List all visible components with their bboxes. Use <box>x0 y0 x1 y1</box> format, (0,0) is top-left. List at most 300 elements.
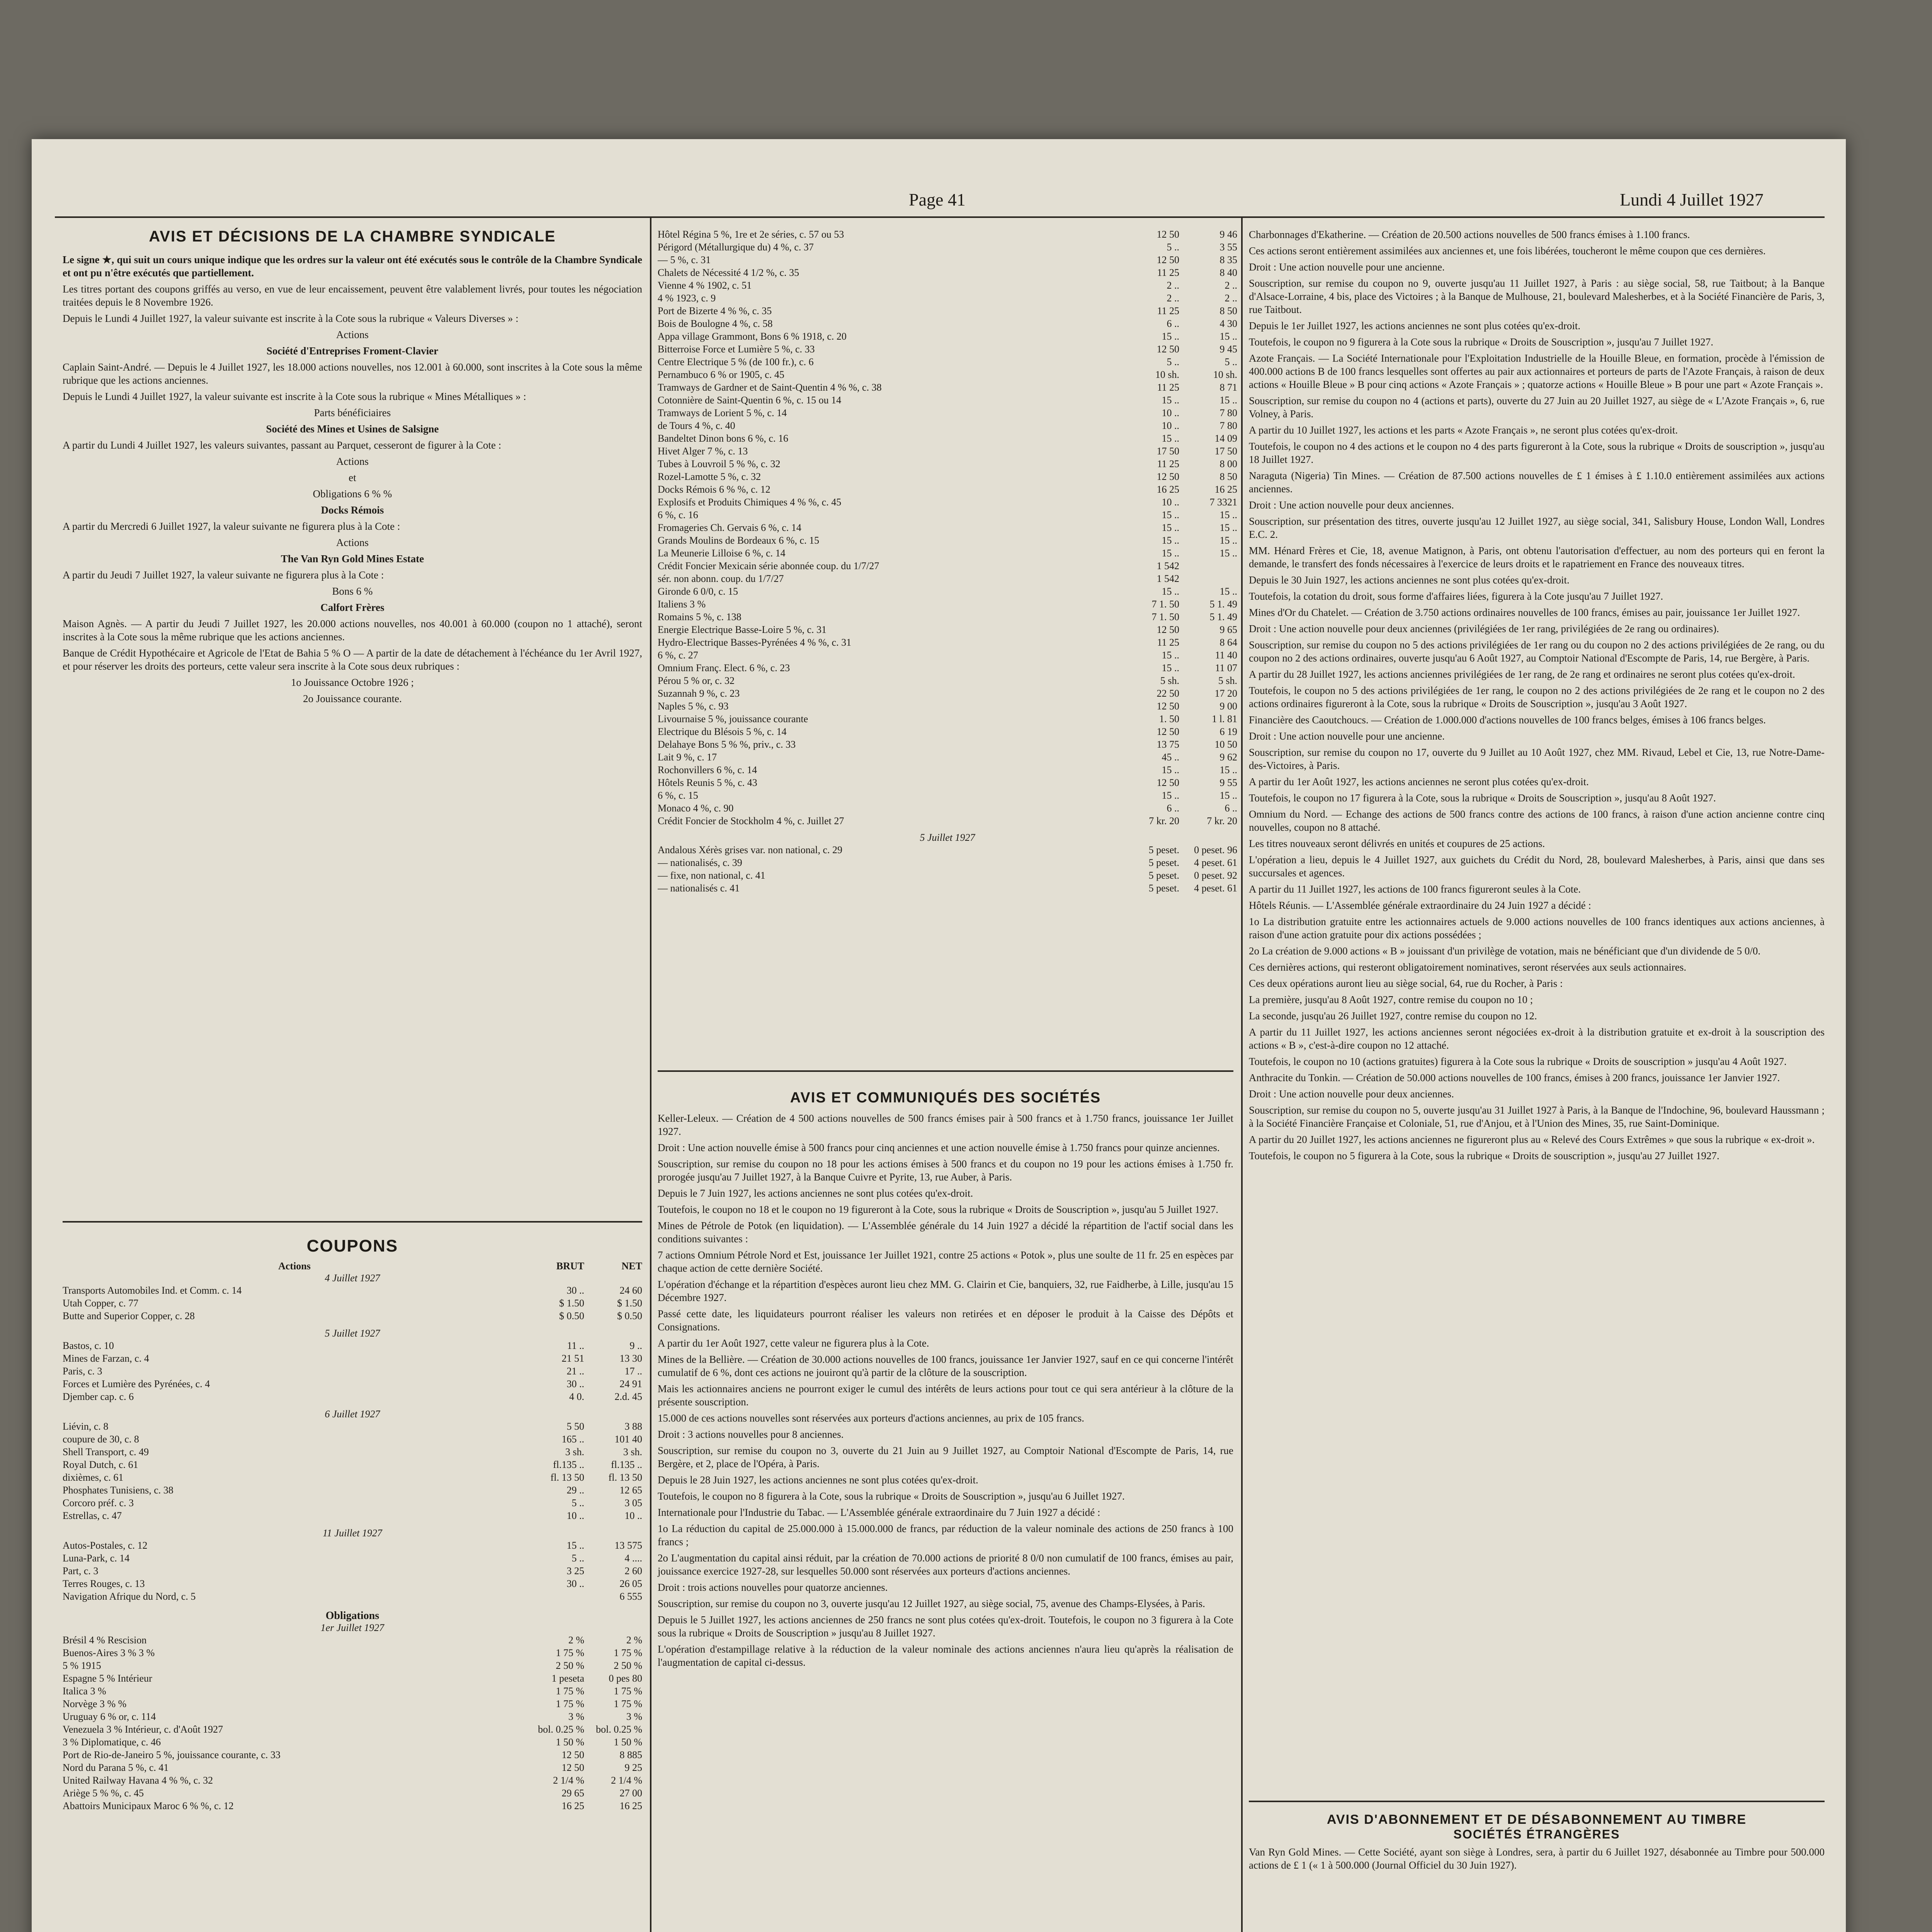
row-value: 15 .. <box>1219 790 1237 801</box>
row-label: Hôtels Reunis 5 %, c. 43 <box>658 777 757 788</box>
paragraph: Toutefois, le coupon no 17 figurera à la Cote, sous la rubrique « Droits de Souscription », jusqu'au 8 Août 1927. <box>1249 792 1716 804</box>
paragraph: Maison Agnès. — A partir du Jeudi 7 Juillet 1927, les 20.000 actions nouvelles, nos 40.001 à 60.000 (coupon no 1 attaché), seront inscrites à la Cote sous la même rubrique que les actions anciennes. <box>63 618 642 643</box>
paragraph: A partir du 20 Juillet 1927, les actions anciennes ne figureront plus au « Relevé des Cours Extrêmes » que sous la rubrique « ex-droit ». <box>1249 1134 1815 1145</box>
row-label: Butte and Superior Copper, c. 28 <box>63 1310 195 1321</box>
paragraph: Droit : Une action nouvelle pour une ancienne. <box>1249 730 1445 742</box>
paragraph: La première, jusqu'au 8 Août 1927, contre remise du coupon no 10 ; <box>1249 994 1533 1005</box>
row-value: 1. 50 <box>1159 713 1179 724</box>
paragraph: Souscription, sur remise du coupon no 17, ouverte du 9 Juillet au 10 Août 1927, chez MM. Rivaud, Lebel et Cie, 13, rue Notre-Dame-des-Victoires, à Paris. <box>1249 747 1825 771</box>
row-value: 1 l. 81 <box>1212 713 1237 724</box>
row-value: 5 sh. <box>1160 675 1179 686</box>
row-label: 4 % 1923, c. 9 <box>658 293 716 304</box>
row-value: 16 25 <box>619 1800 642 1811</box>
row-value: 15 .. <box>1162 586 1179 597</box>
sub-label: et <box>349 472 356 483</box>
paragraph: Caplain Saint-André. — Depuis le 4 Juillet 1927, les 18.000 actions nouvelles, nos 12.001 à 60.000, sont inscrites à la Cote sous la même rubrique que les actions anciennes. <box>63 361 642 386</box>
paragraph: Souscription, sur remise du coupon no 9, ouverte jusqu'au 11 Juillet 1927, à Paris : au siège social, 58, rue Taitbout; à la Banque d'Alsace-Lorraine, 4 bis, place des Victoires ; à la Banque de Mulhouse, 21, boulevard Malesherbes, et à la Société Financière de Paris, 3, rue Taitbout. <box>1249 277 1825 315</box>
sub-label: Actions <box>336 537 369 548</box>
row-value: 12 50 <box>1156 254 1179 265</box>
row-value: 1 75 % <box>614 1647 642 1658</box>
table-row <box>658 815 1237 827</box>
row-value: 11 25 <box>1157 637 1179 648</box>
paragraph: L'opération d'estampillage relative à la réduction de la valeur nominale des actions anciennes n'aura lieu qu'après la réalisation de l'augmentation de capital ci-dessus. <box>658 1643 1233 1668</box>
row-value: 16 25 <box>1214 484 1237 495</box>
col-header: BRUT <box>556 1260 584 1272</box>
paragraph: A partir du 11 Juillet 1927, les actions anciennes seront négociées ex-droit à la distribution gratuite et ex-droit à la souscription des actions « B », c'est-à-dire coupon no 12 attaché. <box>1249 1026 1825 1051</box>
paragraph: MM. Hénard Frères et Cie, 18, avenue Matignon, à Paris, ont obtenu l'autorisation d'effectuer, au nom des porteurs qui en feront la demande, le transfert des fonds nécessaires à l'exercice de leurs droits et le rapatriement en France des nouveaux titres. <box>1249 545 1825 570</box>
section-title: AVIS D'ABONNEMENT ET DE DÉSABONNEMENT AU TIMBRE <box>1327 1812 1747 1827</box>
row-value <box>1179 560 1237 572</box>
row-value: 3 05 <box>624 1497 642 1509</box>
row-value: 3 88 <box>624 1421 642 1432</box>
row-label: Djember cap. c. 6 <box>63 1391 134 1402</box>
row-value: 15 .. <box>1219 509 1237 520</box>
paragraph: Financière des Caoutchoucs. — Création de 1.000.000 d'actions nouvelles de 100 francs belges, émises à 106 francs belges. <box>1249 714 1766 726</box>
row-label: 6 %, c. 16 <box>658 509 698 520</box>
row-label: Mines de Farzan, c. 4 <box>63 1353 149 1364</box>
row-label: Energie Electrique Basse-Loire 5 %, c. 31 <box>658 624 827 635</box>
row-label: Hydro-Electrique Basses-Pyrénées 4 % %, c. 31 <box>658 637 852 648</box>
row-value: 11 25 <box>1157 458 1179 469</box>
row-value: 11 25 <box>1157 267 1179 278</box>
paragraph: Depuis le 30 Juin 1927, les actions anciennes ne sont plus cotées qu'ex-droit. <box>1249 574 1570 586</box>
row-label: Appa village Grammont, Bons 6 % 1918, c. 20 <box>658 331 847 342</box>
row-value: 15 .. <box>1162 331 1179 342</box>
paragraph: 7 actions Omnium Pétrole Nord et Est, jouissance 1er Juillet 1921, contre 25 actions « Potok », plus une soulte de 11 fr. 25 en espèces par chaque action de cette dernière Société. <box>658 1249 1233 1274</box>
row-value: 15 .. <box>1219 395 1237 406</box>
row-value: 9 00 <box>1219 701 1237 712</box>
row-value: 10 .. <box>1162 497 1179 508</box>
row-value: 1 75 % <box>556 1647 584 1658</box>
row-value: 4 30 <box>1219 318 1237 329</box>
paragraph: La seconde, jusqu'au 26 Juillet 1927, contre remise du coupon no 12. <box>1249 1010 1537 1022</box>
table-row <box>63 1420 642 1433</box>
table-row <box>658 394 1237 406</box>
row-label: 5 % 1915 <box>63 1660 101 1671</box>
paragraph: Toutefois, le coupon no 5 figurera à la Cote, sous la rubrique « Droits de souscription », jusqu'au 27 Juillet 1927. <box>1249 1150 1719 1162</box>
paragraph: Les titres nouveaux seront délivrés en unités et coupures de 25 actions. <box>1249 838 1545 849</box>
paragraph: Mais les actionnaires anciens ne pourront exiger le cumul des intérêts de leurs actions pour tout ce qui sera antérieur à la clôture de la présente souscription. <box>658 1383 1233 1408</box>
paragraph: A partir du 10 Juillet 1927, les actions et les parts « Azote Français », ne seront plus cotées qu'ex-droit. <box>1249 424 1678 436</box>
row-label: Bandeltet Dinon bons 6 %, c. 16 <box>658 433 788 444</box>
mid-list-section <box>658 228 1237 895</box>
row-value: 5 50 <box>566 1421 584 1432</box>
row-value: 2 50 % <box>556 1660 584 1671</box>
paragraph: Droit : Une action nouvelle pour deux anciennes (privilégiées de 1er rang, privilégiées de 2e rang ou ordinaires). <box>1249 623 1719 634</box>
row-value: 5 .. <box>1167 356 1179 367</box>
row-value: 12 50 <box>1156 229 1179 240</box>
paragraph: Depuis le Lundi 4 Juillet 1927, la valeur suivante est inscrite à la Cote sous la rubrique « Valeurs Diverses » : <box>63 313 519 324</box>
row-label: Ariège 5 % %, c. 45 <box>63 1787 144 1799</box>
row-label: dixièmes, c. 61 <box>63 1472 124 1483</box>
row-value: 8 64 <box>1219 637 1237 648</box>
row-label: de Tours 4 %, c. 40 <box>658 420 735 431</box>
row-label: Paris, c. 3 <box>63 1366 102 1377</box>
row-value: 10 .. <box>1162 407 1179 418</box>
row-label: Navigation Afrique du Nord, c. 5 <box>63 1591 196 1602</box>
row-value: 3 sh. <box>623 1446 642 1458</box>
row-value: 12 50 <box>561 1749 584 1760</box>
table-row <box>658 776 1237 789</box>
row-label: Bois de Boulogne 4 %, c. 58 <box>658 318 773 329</box>
row-value: 2 .. <box>1167 293 1179 304</box>
row-label: Suzannah 9 %, c. 23 <box>658 688 740 699</box>
row-value: 15 .. <box>1162 548 1179 559</box>
row-value: 15 .. <box>1219 522 1237 533</box>
row-value: 4 0. <box>569 1391 584 1402</box>
row-value: 30 .. <box>566 1285 584 1296</box>
row-label: Crédit Foncier de Stockholm 4 %, c. Juillet 27 <box>658 815 844 827</box>
table-row <box>658 330 1237 343</box>
column-rule <box>650 216 651 1932</box>
table-row <box>658 241 1237 253</box>
paragraph: Omnium du Nord. — Echange des actions de 500 francs contre des actions de 100 francs, à raison d'une action ancienne contre cinq nouvelles, coupon no 8 attaché. <box>1249 808 1825 833</box>
paragraph: Toutefois, le coupon no 9 figurera à la Cote sous la rubrique « Droits de Souscription », jusqu'au 7 Juillet 1927. <box>1249 336 1714 348</box>
paragraph: Les titres portant des coupons griffés au verso, en vue de leur encaissement, peuvent être valablement livrés, pour toutes les négociation traitées depuis le 8 Novembre 1926. <box>63 283 642 308</box>
row-label: Hivet Alger 7 %, c. 13 <box>658 446 748 457</box>
table-row <box>63 1471 642 1484</box>
paragraph: Banque de Crédit Hypothécaire et Agricole de l'Etat de Bahia 5 % O — A partir de la date de détachement à l'échéance du 1er Avril 1927, et pour réserver les droits des porteurs, cette valeur sera inscrite à la Cote sous deux rubriques : <box>63 647 642 672</box>
row-label: Forces et Lumière des Pyrénées, c. 4 <box>63 1378 210 1389</box>
row-value: 15 .. <box>1162 535 1179 546</box>
table-row <box>63 1539 642 1552</box>
table-row <box>63 1339 642 1352</box>
row-value: 12 50 <box>1156 624 1179 635</box>
row-value: 15 .. <box>1219 764 1237 776</box>
paragraph: 1o La distribution gratuite entre les actionnaires actuels de 9.000 actions nouvelles de 100 francs identiques aux actions anciennes, à raison d'une action gratuite pour dix actions possédées ; <box>1249 916 1825 940</box>
paragraph: Toutefois, le coupon no 8 figurera à la Cote, sous la rubrique « Droits de Souscription », jusqu'au 6 Juillet 1927. <box>658 1490 1125 1502</box>
table-row <box>658 585 1237 598</box>
row-value: 7 1. 50 <box>1151 599 1179 610</box>
table-row <box>63 1484 642 1497</box>
table-row <box>658 470 1237 483</box>
column-rule <box>1241 216 1243 1932</box>
table-row <box>63 1646 642 1659</box>
row-value: 10 sh. <box>1213 369 1237 380</box>
row-value: 3 % <box>626 1711 642 1722</box>
table-row <box>63 1433 642 1446</box>
table-row <box>658 751 1237 764</box>
row-value: fl.135 .. <box>611 1459 642 1470</box>
row-value: 5 .. <box>571 1553 584 1564</box>
row-label: 6 %, c. 15 <box>658 790 698 801</box>
paragraph: A partir du 1er Août 1927, cette valeur ne figurera plus à la Cote. <box>658 1337 929 1349</box>
sub-label: The Van Ryn Gold Mines Estate <box>281 553 424 565</box>
row-label: Docks Rémois 6 % %, c. 12 <box>658 484 770 495</box>
row-value: 101 40 <box>614 1434 642 1445</box>
row-value: 30 .. <box>566 1378 584 1389</box>
coupon-group <box>63 1634 642 1812</box>
row-label: Espagne 5 % Intérieur <box>63 1673 152 1684</box>
row-value: 15 .. <box>1162 433 1179 444</box>
row-value: 8 50 <box>1219 471 1237 482</box>
row-label: Pernambuco 6 % or 1905, c. 45 <box>658 369 784 380</box>
row-value: 15 .. <box>566 1540 584 1551</box>
table-row <box>658 228 1237 241</box>
table-row <box>658 496 1237 509</box>
obligations-heading: Obligations <box>325 1610 379 1622</box>
row-label: Gironde 6 0/0, c. 15 <box>658 586 738 597</box>
row-value: 0 peset. 92 <box>1194 870 1237 881</box>
row-value: 1 75 % <box>556 1685 584 1697</box>
row-value: 8 885 <box>619 1749 642 1760</box>
table-row <box>658 572 1237 585</box>
row-value: 2 1/4 % <box>611 1775 642 1786</box>
coupon-list <box>658 844 1237 895</box>
table-row <box>658 623 1237 636</box>
row-value: 12 50 <box>1156 701 1179 712</box>
row-label: Rochonvillers 6 %, c. 14 <box>658 764 757 776</box>
date-heading: 4 Juillet 1927 <box>325 1272 380 1284</box>
paragraph: Souscription, sur remise du coupon no 5 des actions privilégiées de 1er rang ou du coupon no 2 des actions privilégiées de 2e rang, ou du coupon no 2 des actions ordinaires, ouverte jusqu'au 6 Août 1927, au Comptoir National d'Escompte de Paris, 14, rue Bergère, à Paris. <box>1249 639 1825 664</box>
table-row <box>658 856 1237 869</box>
row-label: Romains 5 %, c. 138 <box>658 611 742 622</box>
row-value: 30 .. <box>566 1578 584 1589</box>
row-value: fl. 13 50 <box>608 1472 642 1483</box>
table-row <box>658 253 1237 266</box>
row-value: 6 .. <box>1167 803 1179 814</box>
row-value: 15 .. <box>1162 522 1179 533</box>
row-value: 5 1. 49 <box>1209 611 1237 622</box>
table-row <box>658 869 1237 882</box>
row-value: 14 09 <box>1214 433 1237 444</box>
row-label: Utah Copper, c. 77 <box>63 1298 139 1309</box>
row-label: Hôtel Régina 5 %, 1re et 2e séries, c. 57 ou 53 <box>658 229 844 240</box>
paragraph: Droit : Une action nouvelle pour une ancienne. <box>1249 261 1445 273</box>
row-label: Bastos, c. 10 <box>63 1340 114 1351</box>
row-value: 2 1/4 % <box>553 1775 584 1786</box>
coupon-group <box>63 1339 642 1403</box>
paragraph: Mines d'Or du Chatelet. — Création de 3.750 actions ordinaires nouvelles de 100 francs, émises au pair, jouissance 1er Juillet 1927. <box>1249 607 1800 618</box>
paragraph: Souscription, sur remise du coupon no 4 (actions et parts), ouverte du 27 Juin au 20 Juillet 1927, au siège de « L'Azote Français », 6, rue Volney, à Paris. <box>1249 395 1825 420</box>
right-notices <box>1249 228 1825 1165</box>
row-label: — fixe, non national, c. 41 <box>658 870 765 881</box>
row-label: Italica 3 % <box>63 1685 106 1697</box>
row-label: Cotonnière de Saint-Quentin 6 %, c. 15 ou 14 <box>658 395 842 406</box>
table-row <box>63 1634 642 1646</box>
coupon-group <box>63 1420 642 1522</box>
row-value: 5 peset. <box>1148 844 1179 855</box>
paragraph: A partir du Lundi 4 Juillet 1927, les valeurs suivantes, passant au Parquet, cesseront de figurer à la Cote : <box>63 439 502 451</box>
sub-label: 1o Jouissance Octobre 1926 ; <box>291 677 414 688</box>
table-row <box>658 292 1237 304</box>
row-value: 2 .. <box>1225 280 1237 291</box>
row-label: coupure de 30, c. 8 <box>63 1434 139 1445</box>
paragraph: Azote Français. — La Société Internationale pour l'Exploitation Industrielle de la Houille Bleue, en formation, procède à l'émission de 400.000 actions B de 100 francs lesquelles sont offertes au pair aux actionnaires et porteurs de parts de l'Azote Français, à raison de deux actions « Houille Bleue » B pour cinq actions « Azote Français » ; quatorze actions « Houille Bleue » B pour une part « Azote Français ». <box>1249 352 1825 390</box>
row-label: Terres Rouges, c. 13 <box>63 1578 145 1589</box>
row-value: 2 % <box>568 1634 584 1646</box>
row-value: fl. 13 50 <box>550 1472 584 1483</box>
row-value: $ 1.50 <box>559 1298 584 1309</box>
row-label: Italiens 3 % <box>658 599 706 610</box>
paragraph: Souscription, sur remise du coupon no 3, ouverte du 21 Juin au 9 Juillet 1927, au Comptoir National d'Escompte de Paris, 14, rue Bergère, et 2, place de l'Opéra, à Paris. <box>658 1445 1233 1469</box>
col-header: NET <box>621 1260 642 1272</box>
sub-label: Parts bénéficiaires <box>314 407 391 418</box>
row-value: 12 50 <box>561 1762 584 1773</box>
paragraph: A partir du 1er Août 1927, les actions anciennes ne seront plus cotées qu'ex-droit. <box>1249 776 1589 787</box>
row-value: 7 kr. 20 <box>1207 815 1237 827</box>
row-value: 9 62 <box>1219 752 1237 763</box>
row-value: 15 .. <box>1162 509 1179 520</box>
row-value: 13 75 <box>1156 739 1179 750</box>
row-label: — nationalisés c. 41 <box>658 883 740 894</box>
paragraph: L'opération d'échange et la répartition d'espèces auront lieu chez MM. G. Clairin et Cie, banquiers, 32, rue Faidherbe, à Lille, jusqu'au 15 Décembre 1927. <box>658 1279 1233 1303</box>
row-value: 0 pes 80 <box>609 1673 642 1684</box>
row-value: 8 40 <box>1219 267 1237 278</box>
section-title: AVIS ET COMMUNIQUÉS DES SOCIÉTÉS <box>790 1090 1101 1106</box>
row-value: 4 .... <box>624 1553 642 1564</box>
row-value: 45 .. <box>1162 752 1179 763</box>
paragraph: Souscription, sur remise du coupon no 5, ouverte jusqu'au 31 Juillet 1927 à Paris, à la Banque de l'Indochine, 96, boulevard Haussmann ; à la Société Financière Française et Coloniale, 51, rue d'Anjou, et à l'Union des Mines, 35, rue Saint-Dominique. <box>1249 1104 1825 1129</box>
row-value: 6 19 <box>1219 726 1237 737</box>
row-value: 2 .. <box>1225 293 1237 304</box>
paragraph: A partir du Mercredi 6 Juillet 1927, la valeur suivante ne figurera plus à la Cote : <box>63 520 400 532</box>
row-value: 29 65 <box>561 1787 584 1799</box>
row-value: 1 542 <box>1156 573 1179 584</box>
sub-label: 2o Jouissance courante. <box>303 693 402 704</box>
table-row <box>658 598 1237 611</box>
row-value: 3 55 <box>1219 242 1237 253</box>
date-heading: 1er Juillet 1927 <box>320 1622 384 1633</box>
row-label: Crédit Foncier Mexicain série abonnée coup. du 1/7/27 <box>658 560 879 571</box>
row-label: Fromageries Ch. Gervais 6 %, c. 14 <box>658 522 801 533</box>
coupons-title: COUPONS <box>306 1236 398 1255</box>
row-value: 3 sh. <box>565 1446 584 1458</box>
row-value: $ 0.50 <box>559 1310 584 1321</box>
table-row <box>658 844 1237 856</box>
row-value: 5 peset. <box>1148 883 1179 894</box>
row-value: 16 25 <box>1156 484 1179 495</box>
table-row <box>63 1352 642 1365</box>
table-row <box>658 687 1237 700</box>
row-value: 29 .. <box>566 1485 584 1496</box>
paragraph: Droit : Une action nouvelle émise à 500 francs pour cinq anciennes et une action nouvelle émise à 1.750 francs pour quinze anciennes. <box>658 1142 1220 1153</box>
row-label: Luna-Park, c. 14 <box>63 1553 130 1564</box>
paragraph: Internationale pour l'Industrie du Tabac. — L'Assemblée générale extraordinaire du 7 Juin 1927 a décidé : <box>658 1507 1100 1518</box>
row-value: 165 .. <box>561 1434 584 1445</box>
row-label: Chalets de Nécessité 4 1/2 %, c. 35 <box>658 267 799 278</box>
row-value: 3 % <box>568 1711 584 1722</box>
row-label: Rozel-Lamotte 5 %, c. 32 <box>658 471 761 482</box>
coupon-list <box>658 228 1237 827</box>
table-row <box>63 1378 642 1390</box>
row-value: 15 .. <box>1162 764 1179 776</box>
row-label: Centre Electrique 5 % (de 100 fr.), c. 6 <box>658 356 814 367</box>
row-value: 17 50 <box>1214 446 1237 457</box>
sub-label: Société d'Entreprises Froment-Clavier <box>266 345 439 357</box>
table-row <box>658 547 1237 560</box>
coupons-section <box>63 1236 642 1812</box>
row-label: Bitterroise Force et Lumière 5 %, c. 33 <box>658 344 815 355</box>
paragraph: Depuis le 5 Juillet 1927, les actions anciennes de 250 francs ne sont plus cotées qu'ex-droit. Toutefois, le coupon no 3 figurera à la Cote sous la rubrique « Droits de Souscription » jusqu'au 8 Juillet 1927. <box>658 1614 1233 1639</box>
row-value: 12 50 <box>1156 344 1179 355</box>
row-value: 10 50 <box>1214 739 1237 750</box>
row-label: Monaco 4 %, c. 90 <box>658 803 734 814</box>
table-row <box>63 1365 642 1378</box>
row-value: 12 50 <box>1156 726 1179 737</box>
row-label: Transports Automobiles Ind. et Comm. c. 14 <box>63 1285 242 1296</box>
table-row <box>658 882 1237 895</box>
paragraph: Anthracite du Tonkin. — Création de 50.000 actions nouvelles de 100 francs, émises à 200 francs, jouissance 1er Janvier 1927. <box>1249 1072 1780 1083</box>
table-row <box>63 1458 642 1471</box>
row-label: sér. non abonn. coup. du 1/7/27 <box>658 573 784 584</box>
table-row <box>658 560 1237 572</box>
paragraph: L'opération a lieu, depuis le 4 Juillet 1927, aux guichets du Crédit du Nord, 28, boulevard Malesherbes, à Paris, ainsi que dans ses succursales et agences. <box>1249 854 1825 879</box>
row-value: 8 35 <box>1219 254 1237 265</box>
table-row <box>63 1509 642 1522</box>
sub-label: Actions <box>336 329 369 340</box>
table-row <box>658 266 1237 279</box>
paragraph: Droit : Une action nouvelle pour deux anciennes. <box>1249 499 1454 511</box>
table-row <box>63 1565 642 1577</box>
row-label: Port de Bizerte 4 % %, c. 35 <box>658 305 772 316</box>
row-label: Buenos-Aires 3 % 3 % <box>63 1647 155 1658</box>
row-label: Livournaise 5 %, jouissance courante <box>658 713 808 724</box>
sub-label: Actions <box>336 456 369 467</box>
sub-label: Bons 6 % <box>332 585 373 597</box>
table-row <box>658 534 1237 547</box>
top-rule <box>55 216 1825 218</box>
row-value: 5 1. 49 <box>1209 599 1237 610</box>
paragraph: Charbonnages d'Ekatherine. — Création de 20.500 actions nouvelles de 500 francs émises à 1.100 francs. <box>1249 229 1690 240</box>
row-label: Périgord (Métallurgique du) 4 %, c. 37 <box>658 242 814 253</box>
coupon-group <box>63 1284 642 1322</box>
row-value: 3 25 <box>566 1565 584 1577</box>
col-header: Actions <box>278 1260 311 1272</box>
row-label: Andalous Xérès grises var. non national, c. 29 <box>658 844 843 855</box>
paragraph: 1o La réduction du capital de 25.000.000 à 15.000.000 de francs, par réduction de la valeur nominale des actions de 250 francs à 100 francs ; <box>658 1523 1233 1548</box>
table-row <box>658 636 1237 649</box>
table-row <box>63 1284 642 1297</box>
table-row <box>63 1672 642 1685</box>
paragraph: 2o L'augmentation du capital ainsi réduit, par la création de 70.000 actions de priorité 8 0/0 non cumulatif de 100 francs, émises au pair, jouissance exercice 1927-28, sur lesquelles 50.000 sont réservées aux porteurs d'actions anciennes. <box>658 1552 1233 1577</box>
row-value: 4 peset. 61 <box>1194 883 1237 894</box>
table-row <box>63 1590 642 1603</box>
row-value: 5 sh. <box>1218 675 1237 686</box>
paragraph: Naraguta (Nigeria) Tin Mines. — Création de 87.500 actions nouvelles de £ 1 émises à £ 1.10.0 entièrement assimilées aux actions anciennes. <box>1249 470 1825 495</box>
row-label: Vienne 4 % 1902, c. 51 <box>658 280 752 291</box>
row-label: Abattoirs Municipaux Maroc 6 % %, c. 12 <box>63 1800 234 1811</box>
row-value: 11 .. <box>567 1340 584 1351</box>
page-number: Page 41 <box>909 190 966 209</box>
row-value: 21 .. <box>566 1366 584 1377</box>
paragraph: Toutefois, le coupon no 5 des actions privilégiées de 1er rang, le coupon no 2 des actions privilégiées de 2e rang et le coupon no 2 des actions ordinaires figureront à la Cote, sous la rubrique « Droits de Souscription », jusqu'au 3 Août 1927. <box>1249 685 1825 709</box>
row-label: — 5 %, c. 31 <box>658 254 711 265</box>
paragraph: Depuis le 7 Juin 1927, les actions anciennes ne sont plus cotées qu'ex-droit. <box>658 1187 973 1199</box>
row-label: Liévin, c. 8 <box>63 1421 109 1432</box>
table-row <box>658 662 1237 674</box>
table-row <box>63 1446 642 1458</box>
table-row <box>63 1787 642 1799</box>
row-label: Venezuela 3 % Intérieur, c. d'Août 1927 <box>63 1724 223 1735</box>
row-value: 24 91 <box>619 1378 642 1389</box>
row-value: 2 50 % <box>614 1660 642 1671</box>
table-row <box>63 1552 642 1565</box>
date-heading: 5 Juillet 1927 <box>325 1328 380 1339</box>
table-row <box>658 764 1237 776</box>
row-value: 11 07 <box>1215 662 1237 673</box>
table-row <box>658 509 1237 521</box>
row-value: 9 46 <box>1219 229 1237 240</box>
table-row <box>658 802 1237 815</box>
table-row <box>658 381 1237 394</box>
table-row <box>658 343 1237 355</box>
table-row <box>658 279 1237 292</box>
paragraph: Toutefois, le coupon no 18 et le coupon no 19 figureront à la Cote, sous la rubrique « Droits de Souscription », jusqu'au 5 Juillet 1927. <box>658 1204 1218 1215</box>
row-value: 17 .. <box>624 1366 642 1377</box>
row-value: 15 .. <box>1162 790 1179 801</box>
row-value: 10 .. <box>1162 420 1179 431</box>
